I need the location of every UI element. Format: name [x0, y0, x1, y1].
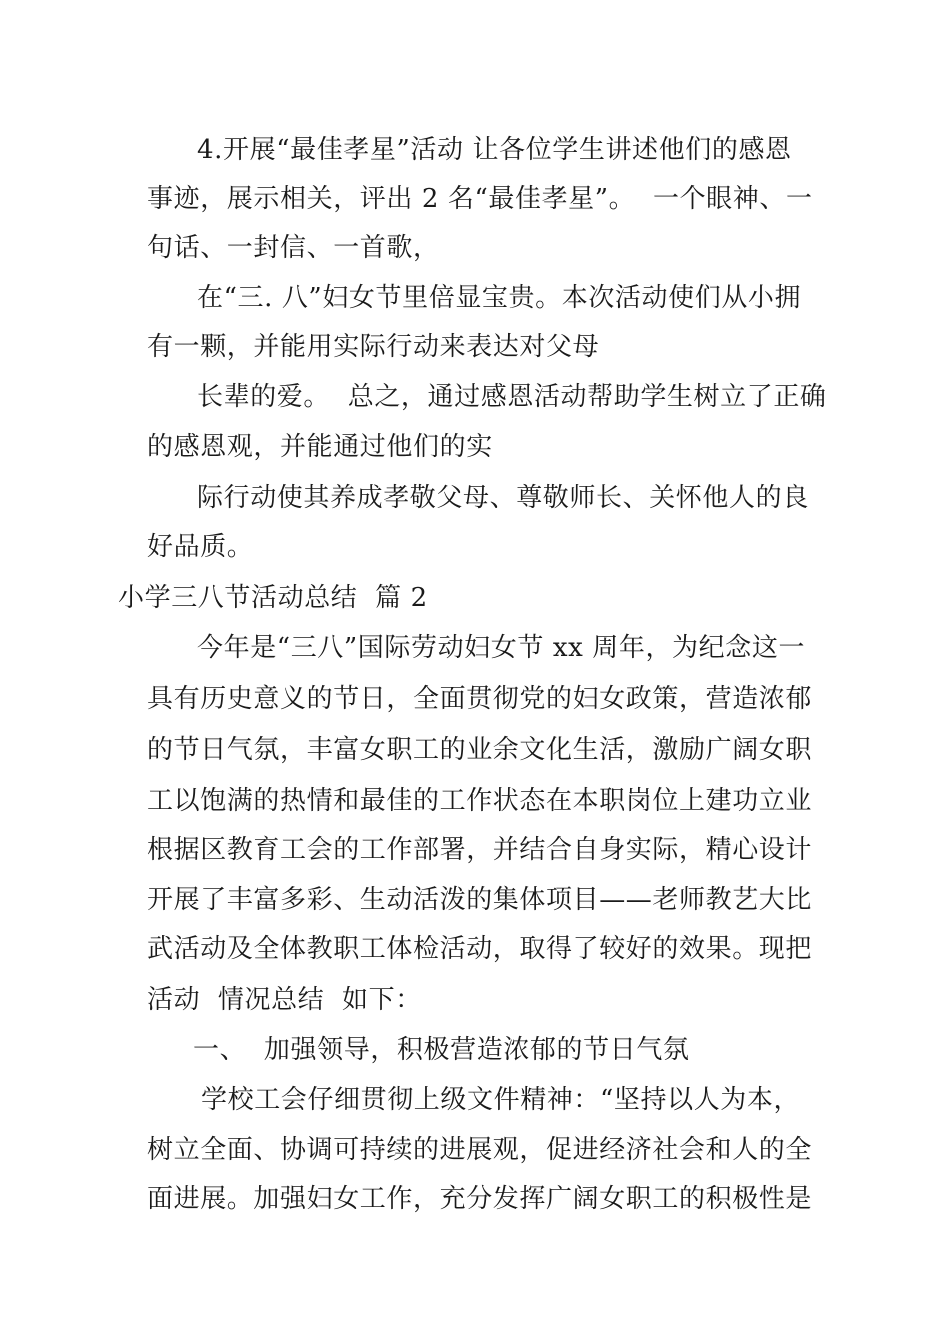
text-line: 4.开展“最佳孝星”活动 让各位学生讲述他们的感恩: [197, 135, 792, 165]
text-line: 根据区教育工会的工作部署，并结合自身实际，精心设计: [147, 835, 813, 865]
text-line: 学校工会仔细贯彻上级文件精神：“坚持以人为本，: [201, 1085, 801, 1115]
text-line: 工以饱满的热情和最佳的工作状态在本职岗位上建功立业: [147, 786, 813, 816]
text-line: 的节日气氛，丰富女职工的业余文化生活，激励广阔女职: [147, 735, 813, 765]
text-line: 树立全面、协调可持续的进展观，促进经济社会和人的全: [147, 1135, 813, 1165]
text-line: 武活动及全体教职工体检活动，取得了较好的效果。现把: [147, 934, 813, 964]
text-line: 际行动使其养成孝敬父母、尊敬师长、关怀他人的良: [197, 483, 809, 513]
text-line: 好品质。: [147, 532, 254, 562]
subsection-heading: 一、 加强领导，积极营造浓郁的节日气氛: [193, 1035, 690, 1065]
text-line: 面进展。加强妇女工作，充分发挥广阔女职工的积极性是: [147, 1184, 813, 1214]
text-line: 长辈的爱。 总之，通过感恩活动帮助学生树立了正确: [197, 382, 827, 412]
text-line: 在“三. 八”妇女节里倍显宝贵。本次活动使们从小拥: [197, 283, 802, 313]
text-line: 事迹，展示相关，评出 2 名“最佳孝星”。 一个眼神、一: [147, 184, 813, 214]
text-line: 今年是“三八”国际劳动妇女节 xx 周年，为纪念这一: [197, 633, 806, 663]
text-line: 有一颗，并能用实际行动来表达对父母: [147, 332, 600, 362]
text-line: 活动 情况总结 如下：: [147, 985, 422, 1015]
text-line: 具有历史意义的节日，全面贯彻党的妇女政策，营造浓郁: [147, 684, 813, 714]
text-line: 的感恩观，并能通过他们的实: [147, 432, 493, 462]
section-heading: 小学三八节活动总结 篇 2: [118, 583, 428, 613]
text-line: 开展了丰富多彩、生动活泼的集体项目——老师教艺大比: [147, 885, 813, 915]
text-line: 句话、一封信、一首歌，: [147, 233, 440, 263]
